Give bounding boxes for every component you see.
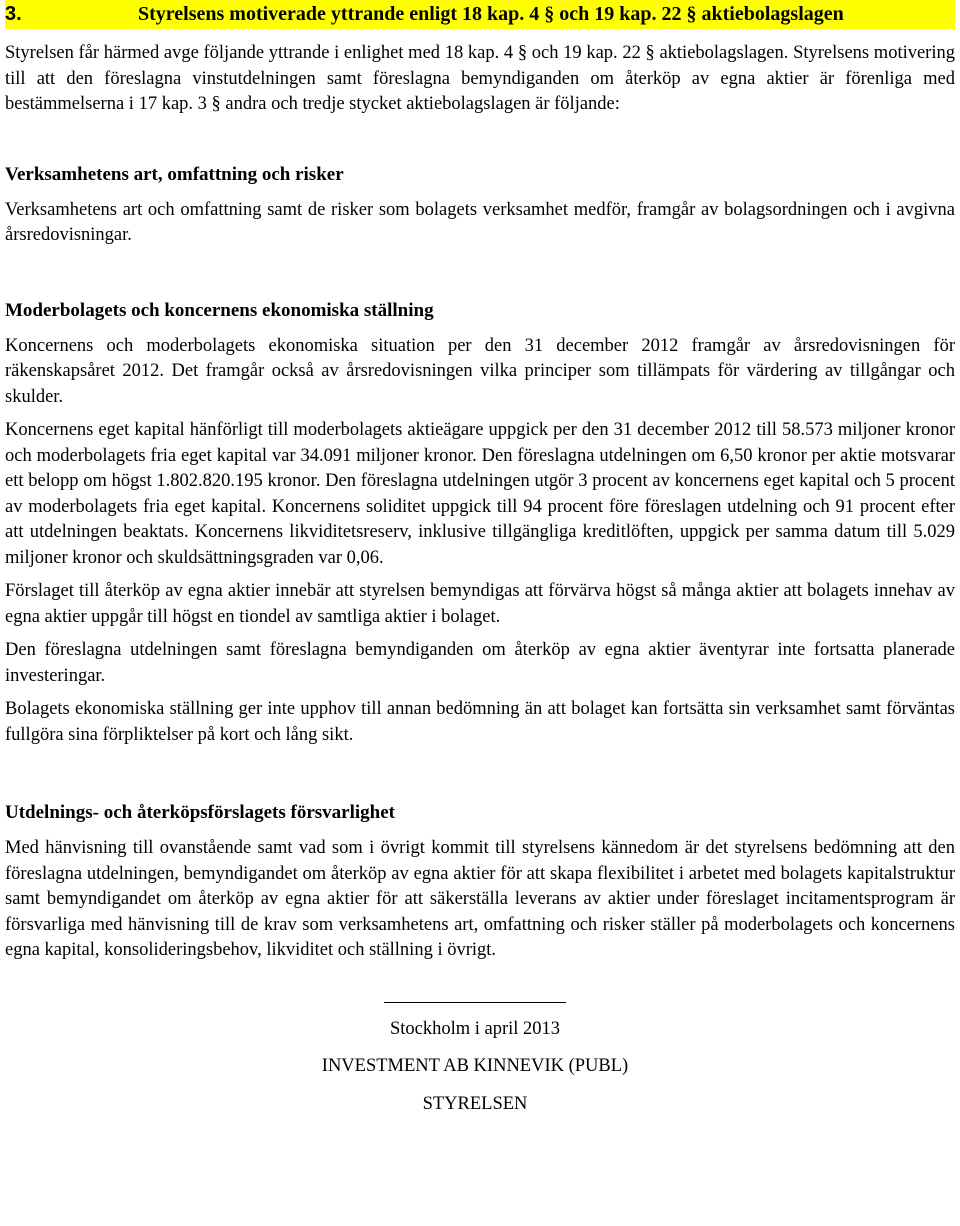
heading-ekonomisk-stallning: Moderbolagets och koncernens ekonomiska ställning (5, 299, 434, 321)
signature-place-date: Stockholm i april 2013 (389, 1018, 561, 1039)
verksamhet-paragraph: Verksamhetens art och omfattning samt de risker som bolagets verksamhet medför, framgår av bolagsordningen och i avgivna årsredovisningar. (5, 199, 955, 245)
stallning-paragraph-4: Den föreslagna utdelningen samt föreslagna bemyndiganden om återköp av egna aktier äventyrar inte fortsatta planerade investeringar. (5, 640, 955, 686)
stallning-paragraph-2: Koncernens eget kapital hänförligt till moderbolagets aktieägare uppgick per den 31 december 2012 till 58.573 miljoner kronor och moderbolagets fria eget kapital var 34.091 miljoner kronor. Den föreslagna utdelningen om 6,50 kronor per aktie motsvarar ett belopp om högst 1.802.820.195 kronor. Den föreslagna utdelningen utgör 3 procent av koncernens eget kapital och 5 procent av moderbolagets fria eget kapital. Koncernens soliditet uppgick till 94 procent före föreslagen utdelning och 91 procent efter att utdelningen beaktats. Koncernens likviditetsreserv, inklusive tillgängliga kreditlöften, uppgick per samma datum till 5.029 miljoner kronor och skuldsättningsgraden var 0,06. (5, 420, 955, 568)
heading-forsvarlighet: Utdelnings- och återköpsförslagets försvarlighet (5, 802, 395, 823)
section-number: 3. (5, 2, 22, 25)
document-page (5, 0, 955, 1117)
section-header (5, 0, 955, 29)
section-title: Styrelsens motiverade yttrande enligt 18 kap. 4 § och 19 kap. 22 § aktiebolagslagen (138, 2, 844, 25)
heading-verksamhet: Verksamhetens art, omfattning och risker (5, 163, 344, 185)
forsvarlighet-paragraph: Med hänvisning till ovanstående samt vad som i övrigt kommit till styrelsens kännedom är det styrelsens bedömning att den föreslagna utdelningen, bemyndigandet om återköp av egna aktier för att skapa flexibilitet i arbetet med bolagets kapitalstruktur samt bemyndigandet om återköp av egna aktier för att säkerställa leverans av aktier under föreslaget incitamentsprogram är försvarliga med hänvisning till de krav som verksamhetens art, omfattning och risker ställer på moderbolagets och koncernens egna kapital, konsolideringsbehov, likviditet och ställning i övrigt. (5, 838, 955, 960)
signature-line (384, 1002, 566, 1003)
stallning-paragraph-1: Koncernens och moderbolagets ekonomiska situation per den 31 december 2012 framgår av årsredovisningen för räkenskapsåret 2012. Det framgår också av årsredovisningen vilka principer som tillämpats för värdering av tillgångar och skulder. (5, 335, 955, 407)
intro-paragraph: Styrelsen får härmed avge följande yttrande i enlighet med 18 kap. 4 § och 19 kap. 22 § aktiebolagslagen. Styrelsens motivering till att den föreslagna vinstutdelningen samt föreslagna bemyndiganden om återköp av egna aktier är förenliga med bestämmelserna i 17 kap. 3 § andra och tredje stycket aktiebolagslagen är följande: (5, 43, 955, 114)
stallning-paragraph-5: Bolagets ekonomiska ställning ger inte upphov till annan bedömning än att bolaget kan fortsätta sin verksamhet samt förväntas fullgöra sina förpliktelser på kort och lång sikt. (5, 699, 955, 745)
signature-board: STYRELSEN (422, 1093, 528, 1114)
signature-block (5, 1002, 955, 1118)
signature-company: INVESTMENT AB KINNEVIK (PUBL) (321, 1056, 629, 1076)
stallning-paragraph-3: Förslaget till återköp av egna aktier innebär att styrelsen bemyndigas att förvärva högst så många aktier att bolagets innehav av egna aktier uppgår till högst en tiondel av samtliga aktier i bolaget. (5, 581, 955, 627)
